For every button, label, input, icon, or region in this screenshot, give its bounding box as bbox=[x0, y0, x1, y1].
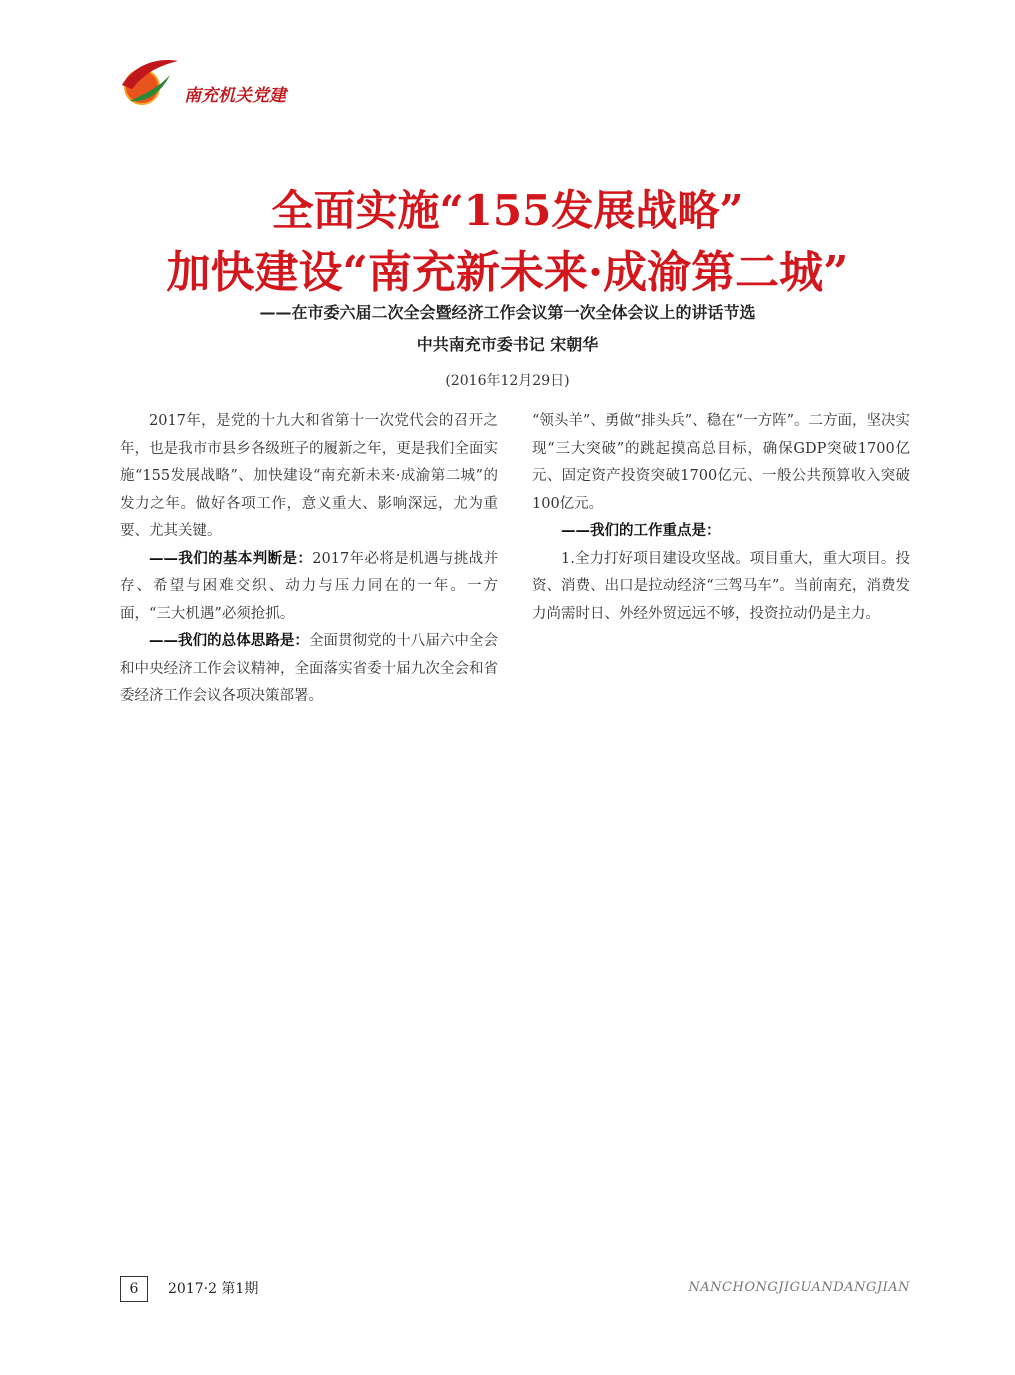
page-footer bbox=[120, 1276, 910, 1302]
article-author: 中共南充市委书记 宋朝华 bbox=[416, 335, 599, 354]
paragraph: “领头羊”、勇做“排头兵”、稳在“一方阵”。二方面，坚决实现“三大突破”的跳起摸高总目标，确保GDP突破1700亿元、固定资产投资突破1700亿元、一般公共预算收入突破100亿元。 bbox=[532, 413, 910, 512]
paragraph-text: 全面贯彻党的十八届六中全会和中央经济工作会议精神，全面落实省委十届九次全会和省委经济工作会议各项决策部署。 bbox=[120, 633, 499, 704]
article-title-line-2: 加快建设“南充新未来·成渝第二城” bbox=[166, 247, 849, 298]
brand-pinyin: NANCHONGJIGUANDANGJIAN bbox=[688, 1280, 910, 1295]
paragraph bbox=[120, 546, 498, 629]
paragraph bbox=[532, 518, 910, 546]
article-subtitle: ——在市委六届二次全会暨经济工作会议第一次全体会议上的讲话节选 bbox=[259, 303, 756, 322]
section-lead: ——我们的基本判断是： bbox=[149, 550, 313, 567]
article-title-line-1: 全面实施“155发展战略” bbox=[271, 186, 744, 235]
red-ribbon-globe-logo bbox=[112, 45, 182, 115]
issue-label: 2017·2 第1期 bbox=[168, 1281, 259, 1297]
section-lead: ——我们的总体思路是： bbox=[149, 633, 309, 649]
paragraph: 1.全力打好项目建设攻坚战。项目重大，重大项目。投资、消费、出口是拉动经济“三驾马车”。当前南充，消费发力尚需时日、外经外贸远远不够，投资拉动仍是主力。 bbox=[532, 550, 910, 622]
right-column bbox=[532, 408, 910, 628]
article-date: (2016年12月29日) bbox=[445, 373, 570, 389]
section-lead: ——我们的工作重点是： bbox=[561, 523, 721, 539]
masthead bbox=[112, 45, 372, 115]
paragraph bbox=[120, 628, 498, 711]
brand-name: 南充机关党建 bbox=[184, 86, 286, 106]
paragraph-text: 2017年必将是机遇与挑战并存、希望与困难交织、动力与压力同在的一年。一方面，“三大机遇”必须抢抓。 bbox=[120, 550, 498, 622]
page-number: 6 bbox=[120, 1276, 148, 1302]
paragraph: 2017年，是党的十九大和省第十一次党代会的召开之年，也是我市市县乡各级班子的履新之年，更是我们全面实施“155发展战略”、加快建设“南充新未来·成渝第二城”的发力之年。做好各项工作，意义重大、影响深远，尤为重要、尤其关键。 bbox=[120, 413, 498, 539]
left-column bbox=[120, 408, 498, 711]
